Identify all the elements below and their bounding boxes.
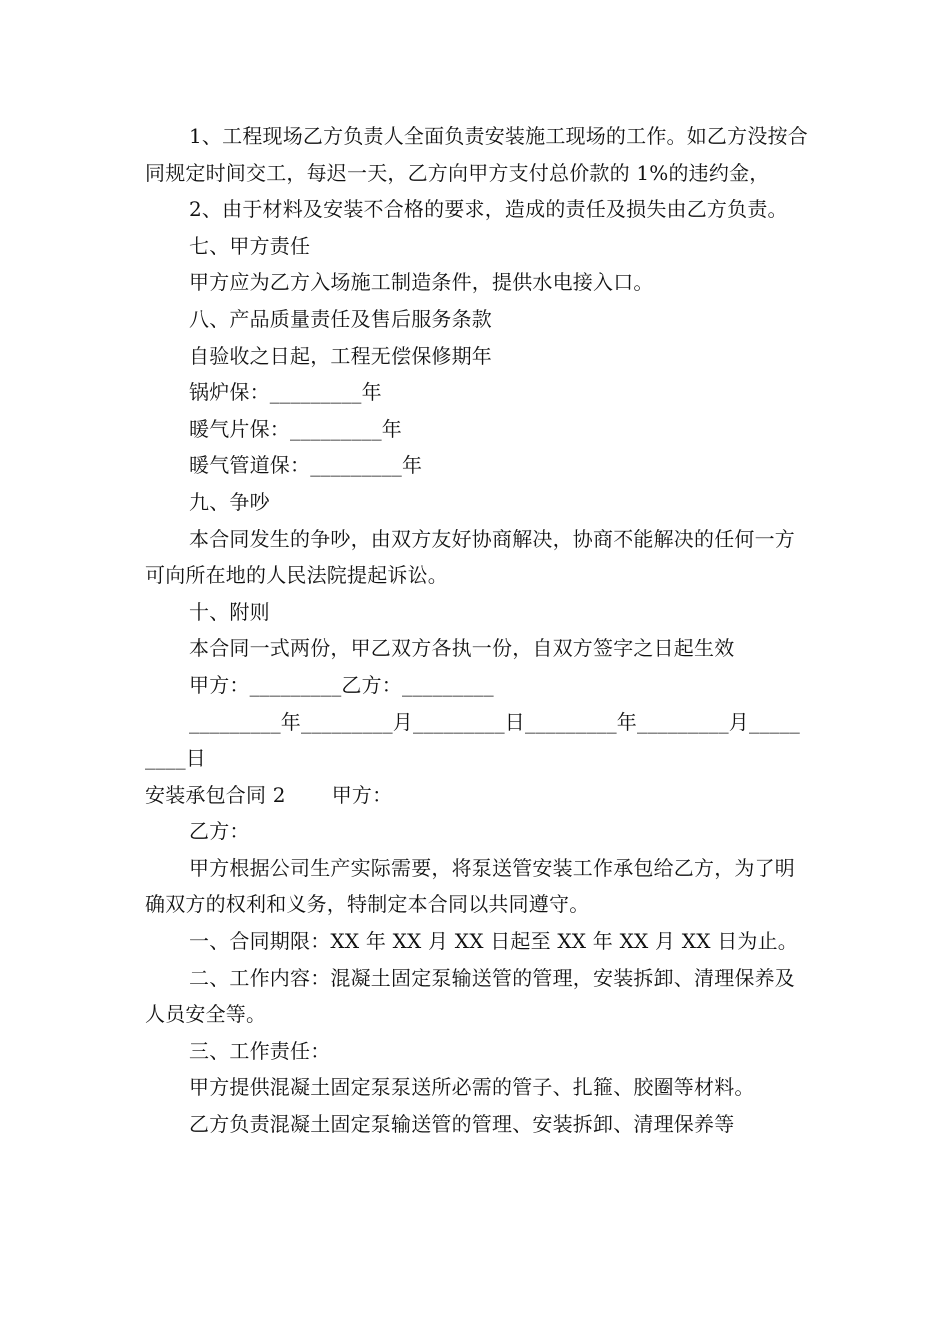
signature-line-dates: _________年_________月_________日_________年_________月_________日 bbox=[145, 709, 800, 771]
paragraph-dispute-resolution: 本合同发生的争吵，由双方友好协商解决，协商不能解决的任何一方可向所在地的人民法院提起诉讼。 bbox=[145, 526, 795, 588]
paragraph-radiator-warranty: 暖气片保：_________年 bbox=[189, 416, 402, 441]
document-body bbox=[145, 118, 810, 1143]
contract-2-party-b: 乙方： bbox=[189, 819, 250, 844]
section-heading-quality-warranty: 八、产品质量责任及售后服务条款 bbox=[189, 306, 492, 331]
paragraph-contract-term: 一、合同期限：XX 年 XX 月 XX 日起至 XX 年 XX 月 XX 日为止。 bbox=[189, 929, 798, 954]
paragraph-warranty-period: 自验收之日起，工程无偿保修期年 bbox=[189, 343, 492, 368]
paragraph-boiler-warranty: 锅炉保：_________年 bbox=[189, 380, 382, 405]
paragraph-party-b-duties: 乙方负责混凝土固定泵输送管的管理、安装拆卸、清理保养等 bbox=[189, 1112, 735, 1137]
contract-2-title: 安装承包合同 2 bbox=[145, 782, 286, 807]
paragraph-pipe-warranty: 暖气管道保：_________年 bbox=[189, 453, 423, 478]
paragraph-party-a-conditions: 甲方应为乙方入场施工制造条件，提供水电接入口。 bbox=[189, 270, 654, 295]
paragraph-copies-effective: 本合同一式两份，甲乙双方各执一份，自双方签字之日起生效 bbox=[189, 636, 735, 661]
paragraph-contract-purpose: 甲方根据公司生产实际需要，将泵送管安装工作承包给乙方，为了明确双方的权利和义务，特制定本合同以共同遵守。 bbox=[145, 855, 795, 917]
section-heading-work-responsibility: 三、工作责任： bbox=[189, 1038, 331, 1063]
contract-2-title-line bbox=[145, 777, 810, 814]
section-heading-party-a-responsibility: 七、甲方责任 bbox=[189, 233, 311, 258]
paragraph-party-a-materials: 甲方提供混凝土固定泵泵送所必需的管子、扎箍、胶圈等材料。 bbox=[189, 1075, 755, 1100]
contract-2-party-a: 甲方： bbox=[331, 782, 393, 807]
paragraph-work-content: 二、工作内容：混凝土固定泵输送管的管理，安装拆卸、清理保养及人员安全等。 bbox=[145, 965, 795, 1027]
signature-line-parties: 甲方：_________乙方：_________ bbox=[189, 672, 494, 697]
section-heading-dispute: 九、争吵 bbox=[189, 489, 270, 514]
paragraph-material-responsibility: 2、由于材料及安装不合格的要求，造成的责任及损失由乙方负责。 bbox=[189, 197, 788, 222]
section-heading-supplementary: 十、附则 bbox=[189, 599, 270, 624]
paragraph-delay-penalty: 1、工程现场乙方负责人全面负责安装施工现场的工作。如乙方没按合同规定时间交工，每迟一天，乙方向甲方支付总价款的 1%的违约金， bbox=[145, 124, 808, 185]
